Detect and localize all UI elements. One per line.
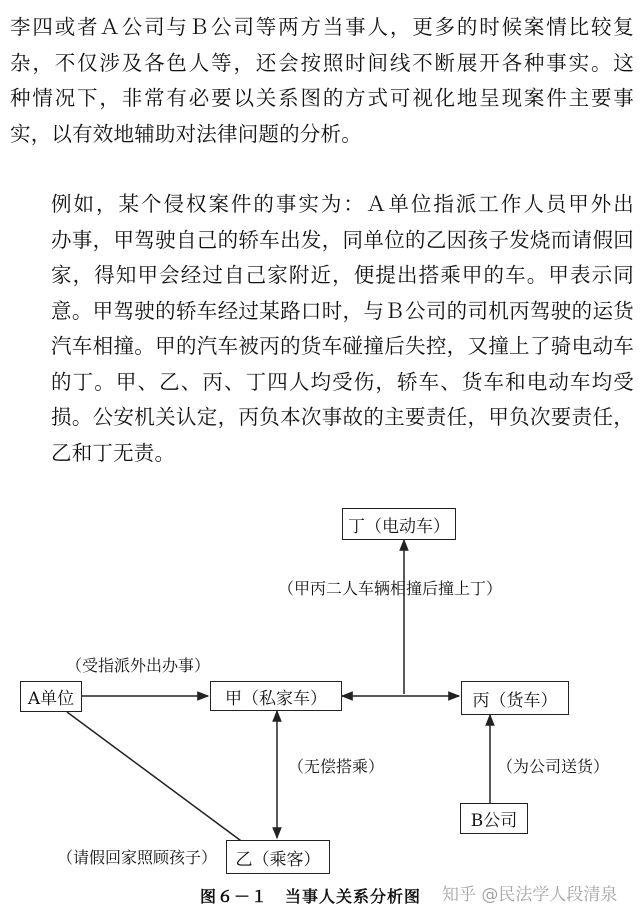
label-collision-ding: （甲丙二人车辆相撞后撞上丁）	[278, 579, 503, 598]
text-line: 李四或者Ａ公司与Ｂ公司等两方当事人，更多的时候案情比较复	[10, 15, 634, 39]
line-a-to-yi	[67, 712, 248, 846]
label-free-ride: （无偿搭乘）	[288, 757, 385, 776]
label-leave-home: （请假回家照顾孩子）	[57, 848, 218, 867]
figure-caption: 图６－１ 当事人关系分析图	[200, 887, 422, 906]
label-assignment: （受指派外出办事）	[66, 656, 211, 675]
text-line: 种情况下，非常有必要以关系图的方式可视化地呈现案件主要事	[10, 86, 634, 110]
intro-paragraph	[10, 10, 634, 152]
text-line: 意。甲驾驶的轿车经过某路口时，与Ｂ公司的司机丙驾驶的运货	[51, 298, 634, 323]
text-line: 例如，某个侵权案件的事实为：Ａ单位指派工作人员甲外出	[51, 192, 634, 216]
text-line: 办事，甲驾驶自己的轿车出发，同单位的乙因孩子发烧而请假回	[51, 227, 634, 252]
text-line: 家，得知甲会经过自己家附近，便提出搭乘甲的车。甲表示同	[51, 263, 634, 287]
text-line: 的丁。甲、乙、丙、丁四人均受伤，轿车、货车和电动车均受	[51, 369, 634, 394]
relationship-diagram	[0, 496, 643, 922]
node-a-unit: A单位	[20, 681, 82, 712]
text-line: 汽车相撞。甲的汽车被丙的货车碰撞后失控，又撞上了骑电动车	[51, 334, 634, 358]
node-ding: 丁（电动车）	[342, 508, 456, 540]
text-line: 实，以有效地辅助对法律问题的分析。	[10, 121, 362, 146]
label-company-delivery: （为公司送货）	[497, 757, 610, 776]
node-bing: 丙（货车）	[461, 681, 569, 715]
text-line: 乙和丁无责。	[51, 440, 176, 465]
watermark: 知乎 @民法学人段清泉	[442, 885, 618, 905]
text-line: 杂，不仅涉及各色人等，还会按照时间线不断展开各种事实。这	[10, 50, 634, 75]
node-jia: 甲（私家车）	[210, 681, 342, 711]
node-yi: 乙（乘客）	[226, 840, 330, 874]
text-line: 损。公安机关认定，丙负本次事故的主要责任，甲负次要责任，	[51, 405, 634, 429]
example-paragraph	[10, 187, 634, 471]
node-b-company: B公司	[460, 803, 528, 834]
